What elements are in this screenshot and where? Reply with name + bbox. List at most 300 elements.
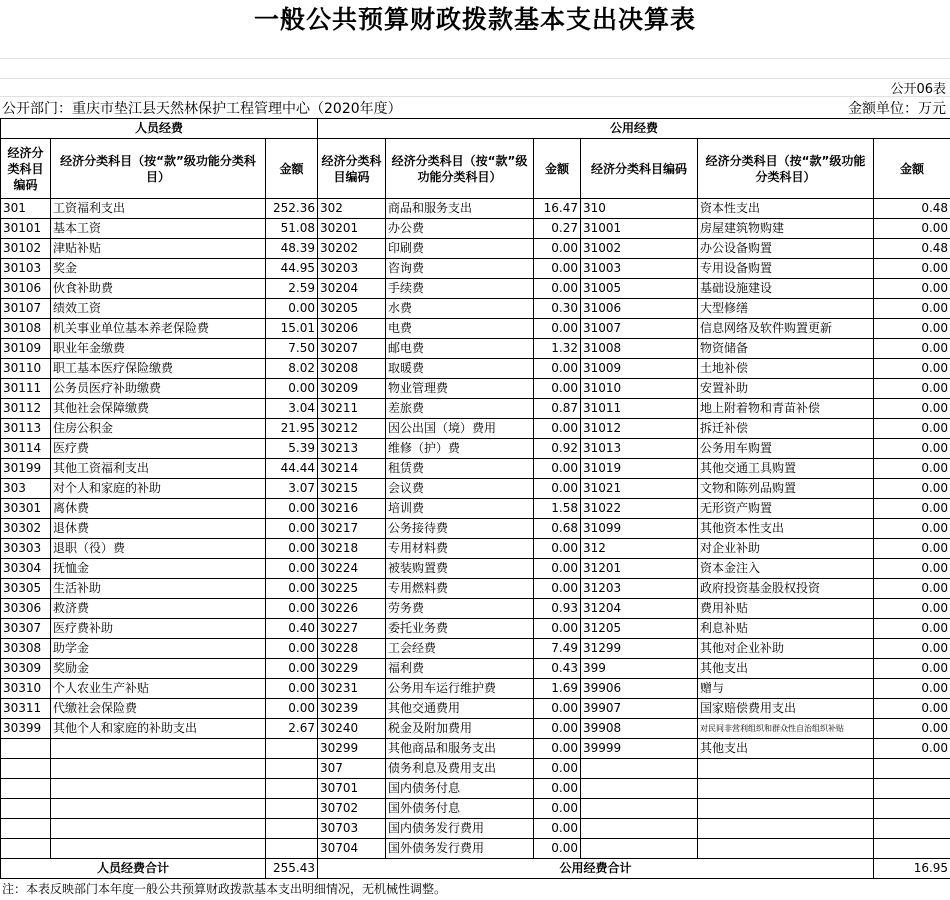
code-cell: 30239 bbox=[318, 699, 386, 719]
column-header-row bbox=[1, 139, 950, 199]
code-cell: 30702 bbox=[318, 799, 386, 819]
subject-cell bbox=[698, 759, 874, 779]
subject-cell: 医疗费补助 bbox=[51, 619, 266, 639]
code-cell: 31002 bbox=[581, 239, 698, 259]
amount-cell: 0.00 bbox=[534, 319, 581, 339]
amount-cell: 0.48 bbox=[874, 239, 950, 259]
code-cell: 31299 bbox=[581, 639, 698, 659]
table-row bbox=[1, 359, 950, 379]
amount-cell: 0.00 bbox=[266, 379, 318, 399]
public-total-amount: 16.95 bbox=[874, 859, 950, 879]
subject-cell: 工会经费 bbox=[386, 639, 534, 659]
subject-cell: 住房公积金 bbox=[51, 419, 266, 439]
code-cell: 30227 bbox=[318, 619, 386, 639]
amount-cell bbox=[874, 759, 950, 779]
amount-cell: 0.00 bbox=[534, 739, 581, 759]
table-row bbox=[1, 219, 950, 239]
subject-cell: 信息网络及软件购置更新 bbox=[698, 319, 874, 339]
table-row bbox=[1, 739, 950, 759]
amount-cell: 252.36 bbox=[266, 199, 318, 219]
subject-cell: 税金及附加费用 bbox=[386, 719, 534, 739]
subject-cell: 其他商品和服务支出 bbox=[386, 739, 534, 759]
amount-cell: 0.00 bbox=[534, 419, 581, 439]
amount-cell bbox=[266, 759, 318, 779]
amount-cell: 0.00 bbox=[874, 559, 950, 579]
code-cell bbox=[1, 779, 51, 799]
code-cell: 30216 bbox=[318, 499, 386, 519]
code-cell: 31013 bbox=[581, 439, 698, 459]
amount-cell: 0.00 bbox=[874, 599, 950, 619]
table-row bbox=[1, 719, 950, 739]
amount-cell: 0.00 bbox=[874, 359, 950, 379]
code-cell: 30114 bbox=[1, 439, 51, 459]
amount-cell: 0.00 bbox=[534, 279, 581, 299]
subject-cell: 电费 bbox=[386, 319, 534, 339]
header-amount: 金额 bbox=[266, 139, 318, 199]
amount-cell: 0.00 bbox=[534, 819, 581, 839]
table-row bbox=[1, 519, 950, 539]
amount-cell: 0.00 bbox=[266, 679, 318, 699]
amount-cell: 0.00 bbox=[266, 639, 318, 659]
subject-cell: 伙食补助费 bbox=[51, 279, 266, 299]
code-cell: 31005 bbox=[581, 279, 698, 299]
subject-cell bbox=[51, 779, 266, 799]
code-cell: 30203 bbox=[318, 259, 386, 279]
subject-cell: 会议费 bbox=[386, 479, 534, 499]
subject-cell: 物业管理费 bbox=[386, 379, 534, 399]
table-row bbox=[1, 199, 950, 219]
code-cell: 31006 bbox=[581, 299, 698, 319]
personnel-total-label: 人员经费合计 bbox=[1, 859, 266, 879]
code-cell bbox=[581, 799, 698, 819]
amount-cell: 0.00 bbox=[874, 399, 950, 419]
subject-cell: 机关事业单位基本养老保险费 bbox=[51, 319, 266, 339]
code-cell: 31021 bbox=[581, 479, 698, 499]
amount-cell: 1.69 bbox=[534, 679, 581, 699]
subject-cell bbox=[698, 799, 874, 819]
subject-cell: 对民间非营利组织和群众性自治组织补贴 bbox=[698, 719, 874, 739]
code-cell: 30701 bbox=[318, 779, 386, 799]
subject-cell: 奖金 bbox=[51, 259, 266, 279]
amount-cell: 0.00 bbox=[874, 539, 950, 559]
subject-cell: 公务接待费 bbox=[386, 519, 534, 539]
code-cell: 30113 bbox=[1, 419, 51, 439]
subject-cell: 基础设施建设 bbox=[698, 279, 874, 299]
amount-cell: 0.00 bbox=[534, 699, 581, 719]
amount-cell bbox=[266, 839, 318, 859]
subject-cell: 赠与 bbox=[698, 679, 874, 699]
subject-cell: 利息补贴 bbox=[698, 619, 874, 639]
subject-cell: 大型修缮 bbox=[698, 299, 874, 319]
amount-cell: 0.00 bbox=[874, 439, 950, 459]
amount-cell: 3.07 bbox=[266, 479, 318, 499]
amount-cell: 0.00 bbox=[266, 699, 318, 719]
subject-cell: 对企业补助 bbox=[698, 539, 874, 559]
table-row bbox=[1, 499, 950, 519]
subject-cell: 租赁费 bbox=[386, 459, 534, 479]
code-cell: 30213 bbox=[318, 439, 386, 459]
footnote: 注：本表反映部门本年度一般公共预算财政拨款基本支出明细情况，无机械性调整。 bbox=[2, 882, 447, 896]
code-cell: 30106 bbox=[1, 279, 51, 299]
subject-cell: 被装购置费 bbox=[386, 559, 534, 579]
amount-cell: 0.30 bbox=[534, 299, 581, 319]
code-cell: 31011 bbox=[581, 399, 698, 419]
subject-cell: 公务员医疗补助缴费 bbox=[51, 379, 266, 399]
code-cell bbox=[1, 739, 51, 759]
table-row bbox=[1, 679, 950, 699]
code-cell: 30102 bbox=[1, 239, 51, 259]
code-cell: 30240 bbox=[318, 719, 386, 739]
code-cell bbox=[1, 839, 51, 859]
table-row bbox=[1, 639, 950, 659]
code-cell: 31007 bbox=[581, 319, 698, 339]
subject-cell: 水费 bbox=[386, 299, 534, 319]
subject-cell: 印刷费 bbox=[386, 239, 534, 259]
amount-cell: 0.00 bbox=[874, 339, 950, 359]
amount-cell: 0.00 bbox=[266, 519, 318, 539]
code-cell: 31204 bbox=[581, 599, 698, 619]
amount-cell bbox=[874, 819, 950, 839]
amount-cell bbox=[266, 799, 318, 819]
header-subject: 经济分类科目（按“款”级功能分类科目） bbox=[386, 139, 534, 199]
amount-cell bbox=[266, 819, 318, 839]
amount-cell: 3.04 bbox=[266, 399, 318, 419]
subject-cell: 离休费 bbox=[51, 499, 266, 519]
group-personnel: 人员经费 bbox=[1, 119, 318, 139]
code-cell: 30211 bbox=[318, 399, 386, 419]
amount-cell: 44.95 bbox=[266, 259, 318, 279]
code-cell: 30306 bbox=[1, 599, 51, 619]
table-row bbox=[1, 559, 950, 579]
code-cell bbox=[1, 759, 51, 779]
amount-cell: 0.00 bbox=[874, 279, 950, 299]
table-row bbox=[1, 779, 950, 799]
amount-cell: 0.00 bbox=[534, 719, 581, 739]
code-cell: 31099 bbox=[581, 519, 698, 539]
subject-cell: 费用补贴 bbox=[698, 599, 874, 619]
code-cell: 31003 bbox=[581, 259, 698, 279]
code-cell: 30108 bbox=[1, 319, 51, 339]
subject-cell: 地上附着物和青苗补偿 bbox=[698, 399, 874, 419]
table-row bbox=[1, 339, 950, 359]
subject-cell: 土地补偿 bbox=[698, 359, 874, 379]
table-row bbox=[1, 599, 950, 619]
subject-cell: 职工基本医疗保险缴费 bbox=[51, 359, 266, 379]
amount-cell: 15.01 bbox=[266, 319, 318, 339]
code-cell: 30207 bbox=[318, 339, 386, 359]
public-total-label: 公用经费合计 bbox=[318, 859, 874, 879]
amount-cell: 0.00 bbox=[874, 299, 950, 319]
amount-cell: 0.00 bbox=[266, 579, 318, 599]
amount-cell: 0.00 bbox=[534, 479, 581, 499]
code-cell: 30399 bbox=[1, 719, 51, 739]
subject-cell: 劳务费 bbox=[386, 599, 534, 619]
subject-cell: 专用设备购置 bbox=[698, 259, 874, 279]
subject-cell: 其他资本性支出 bbox=[698, 519, 874, 539]
subject-cell bbox=[51, 739, 266, 759]
amount-cell: 5.39 bbox=[266, 439, 318, 459]
code-cell: 30309 bbox=[1, 659, 51, 679]
subject-cell: 基本工资 bbox=[51, 219, 266, 239]
amount-cell: 0.00 bbox=[266, 659, 318, 679]
subject-cell: 房屋建筑物购建 bbox=[698, 219, 874, 239]
subject-cell: 政府投资基金股权投资 bbox=[698, 579, 874, 599]
amount-cell: 0.00 bbox=[874, 739, 950, 759]
subject-cell: 培训费 bbox=[386, 499, 534, 519]
amount-cell: 0.00 bbox=[534, 259, 581, 279]
group-header-row bbox=[1, 119, 950, 139]
code-cell: 30202 bbox=[318, 239, 386, 259]
amount-cell: 0.00 bbox=[266, 599, 318, 619]
table-row bbox=[1, 319, 950, 339]
code-cell: 30208 bbox=[318, 359, 386, 379]
amount-cell bbox=[874, 799, 950, 819]
subject-cell: 退职（役）费 bbox=[51, 539, 266, 559]
table-row bbox=[1, 539, 950, 559]
group-public: 公用经费 bbox=[318, 119, 950, 139]
header-amount: 金额 bbox=[534, 139, 581, 199]
amount-cell: 0.00 bbox=[874, 719, 950, 739]
code-cell: 30229 bbox=[318, 659, 386, 679]
code-cell: 30704 bbox=[318, 839, 386, 859]
amount-cell: 0.00 bbox=[534, 579, 581, 599]
amount-cell: 0.00 bbox=[874, 459, 950, 479]
table-body bbox=[1, 199, 950, 859]
amount-cell: 16.47 bbox=[534, 199, 581, 219]
department-label: 公开部门：重庆市垫江县天然林保护工程管理中心（2020年度） bbox=[2, 101, 402, 117]
amount-cell: 7.49 bbox=[534, 639, 581, 659]
code-cell: 30310 bbox=[1, 679, 51, 699]
code-cell: 30212 bbox=[318, 419, 386, 439]
subject-cell: 无形资产购置 bbox=[698, 499, 874, 519]
blank-grid-rows bbox=[0, 40, 950, 97]
subject-cell: 退休费 bbox=[51, 519, 266, 539]
table-row bbox=[1, 439, 950, 459]
header-subject: 经济分类科目（按“款”级功能分类科目） bbox=[51, 139, 266, 199]
table-row bbox=[1, 239, 950, 259]
amount-cell: 0.00 bbox=[874, 259, 950, 279]
subject-cell: 因公出国（境）费用 bbox=[386, 419, 534, 439]
subject-cell bbox=[698, 779, 874, 799]
amount-cell: 0.43 bbox=[534, 659, 581, 679]
amount-cell: 0.48 bbox=[874, 199, 950, 219]
code-cell: 30110 bbox=[1, 359, 51, 379]
code-cell bbox=[581, 839, 698, 859]
subject-cell: 其他支出 bbox=[698, 659, 874, 679]
subject-cell: 邮电费 bbox=[386, 339, 534, 359]
code-cell: 31009 bbox=[581, 359, 698, 379]
amount-cell: 1.58 bbox=[534, 499, 581, 519]
subject-cell: 个人农业生产补贴 bbox=[51, 679, 266, 699]
amount-cell: 0.00 bbox=[874, 319, 950, 339]
subject-cell: 专用燃料费 bbox=[386, 579, 534, 599]
amount-cell: 48.39 bbox=[266, 239, 318, 259]
amount-cell: 44.44 bbox=[266, 459, 318, 479]
table-row bbox=[1, 299, 950, 319]
code-cell: 31012 bbox=[581, 419, 698, 439]
subject-cell: 助学金 bbox=[51, 639, 266, 659]
code-cell bbox=[581, 779, 698, 799]
subject-cell: 国内债务发行费用 bbox=[386, 819, 534, 839]
subject-cell: 其他社会保障缴费 bbox=[51, 399, 266, 419]
table-row bbox=[1, 379, 950, 399]
subject-cell: 安置补助 bbox=[698, 379, 874, 399]
amount-cell: 0.00 bbox=[266, 539, 318, 559]
amount-cell: 0.00 bbox=[874, 499, 950, 519]
code-cell: 30209 bbox=[318, 379, 386, 399]
amount-cell: 0.00 bbox=[266, 559, 318, 579]
table-row bbox=[1, 479, 950, 499]
amount-cell: 0.00 bbox=[874, 679, 950, 699]
subject-cell: 国内债务付息 bbox=[386, 779, 534, 799]
subject-cell: 办公设备购置 bbox=[698, 239, 874, 259]
subject-cell: 维修（护）费 bbox=[386, 439, 534, 459]
code-cell: 30305 bbox=[1, 579, 51, 599]
code-cell: 30112 bbox=[1, 399, 51, 419]
amount-cell: 0.00 bbox=[874, 479, 950, 499]
code-cell: 30301 bbox=[1, 499, 51, 519]
amount-cell: 51.08 bbox=[266, 219, 318, 239]
code-cell: 312 bbox=[581, 539, 698, 559]
subject-cell: 代缴社会保险费 bbox=[51, 699, 266, 719]
subject-cell: 抚恤金 bbox=[51, 559, 266, 579]
subject-cell: 其他交通费用 bbox=[386, 699, 534, 719]
amount-cell: 8.02 bbox=[266, 359, 318, 379]
code-cell: 30215 bbox=[318, 479, 386, 499]
amount-cell bbox=[874, 779, 950, 799]
code-cell: 303 bbox=[1, 479, 51, 499]
table-row bbox=[1, 799, 950, 819]
subject-cell: 国家赔偿费用支出 bbox=[698, 699, 874, 719]
amount-cell: 0.68 bbox=[534, 519, 581, 539]
table-row bbox=[1, 619, 950, 639]
amount-cell: 0.40 bbox=[266, 619, 318, 639]
amount-cell bbox=[266, 739, 318, 759]
code-cell: 30103 bbox=[1, 259, 51, 279]
header-code-long: 经济分类科目编码 bbox=[581, 139, 698, 199]
code-cell: 310 bbox=[581, 199, 698, 219]
code-cell: 39906 bbox=[581, 679, 698, 699]
amount-cell: 0.00 bbox=[534, 779, 581, 799]
code-cell: 30101 bbox=[1, 219, 51, 239]
subject-cell bbox=[51, 839, 266, 859]
code-cell bbox=[1, 799, 51, 819]
table-row bbox=[1, 659, 950, 679]
amount-cell: 0.00 bbox=[534, 539, 581, 559]
amount-cell: 0.27 bbox=[534, 219, 581, 239]
amount-cell: 7.50 bbox=[266, 339, 318, 359]
subject-cell: 资本性支出 bbox=[698, 199, 874, 219]
amount-cell: 0.00 bbox=[874, 519, 950, 539]
table-row bbox=[1, 459, 950, 479]
code-cell: 31022 bbox=[581, 499, 698, 519]
amount-cell bbox=[266, 779, 318, 799]
code-cell: 31019 bbox=[581, 459, 698, 479]
amount-cell: 0.00 bbox=[874, 699, 950, 719]
subject-cell: 债务利息及费用支出 bbox=[386, 759, 534, 779]
code-cell: 307 bbox=[318, 759, 386, 779]
subject-cell: 手续费 bbox=[386, 279, 534, 299]
code-cell: 30201 bbox=[318, 219, 386, 239]
subject-cell: 其他支出 bbox=[698, 739, 874, 759]
code-cell: 30228 bbox=[318, 639, 386, 659]
code-cell: 30205 bbox=[318, 299, 386, 319]
amount-cell: 0.00 bbox=[534, 619, 581, 639]
code-cell: 30204 bbox=[318, 279, 386, 299]
code-cell: 30299 bbox=[318, 739, 386, 759]
table-row bbox=[1, 419, 950, 439]
subject-cell bbox=[51, 799, 266, 819]
table-row bbox=[1, 759, 950, 779]
code-cell bbox=[1, 819, 51, 839]
amount-cell: 0.00 bbox=[266, 499, 318, 519]
subject-cell: 物资储备 bbox=[698, 339, 874, 359]
code-cell: 30214 bbox=[318, 459, 386, 479]
code-cell: 30226 bbox=[318, 599, 386, 619]
subject-cell: 办公费 bbox=[386, 219, 534, 239]
amount-cell: 0.00 bbox=[874, 659, 950, 679]
amount-cell: 0.87 bbox=[534, 399, 581, 419]
table-row bbox=[1, 839, 950, 859]
subject-cell: 取暖费 bbox=[386, 359, 534, 379]
amount-cell: 0.00 bbox=[874, 219, 950, 239]
amount-cell: 0.00 bbox=[266, 299, 318, 319]
header-subject-long: 经济分类科目（按“款”级功能分类科目） bbox=[698, 139, 874, 199]
subject-cell: 对个人和家庭的补助 bbox=[51, 479, 266, 499]
amount-cell: 0.00 bbox=[534, 459, 581, 479]
amount-cell: 0.00 bbox=[874, 419, 950, 439]
amount-cell: 0.92 bbox=[534, 439, 581, 459]
amount-cell: 0.00 bbox=[534, 379, 581, 399]
subject-cell bbox=[698, 819, 874, 839]
subject-cell: 公务用车购置 bbox=[698, 439, 874, 459]
subject-cell: 其他交通工具购置 bbox=[698, 459, 874, 479]
code-cell: 31008 bbox=[581, 339, 698, 359]
amount-cell: 1.32 bbox=[534, 339, 581, 359]
amount-cell: 0.00 bbox=[874, 639, 950, 659]
subject-cell: 委托业务费 bbox=[386, 619, 534, 639]
code-cell: 30224 bbox=[318, 559, 386, 579]
amount-cell: 0.00 bbox=[874, 579, 950, 599]
subject-cell: 咨询费 bbox=[386, 259, 534, 279]
amount-cell bbox=[874, 839, 950, 859]
subject-cell: 生活补助 bbox=[51, 579, 266, 599]
code-cell: 30311 bbox=[1, 699, 51, 719]
amount-cell: 0.00 bbox=[874, 379, 950, 399]
code-cell: 39907 bbox=[581, 699, 698, 719]
subject-cell bbox=[698, 839, 874, 859]
subject-cell: 救济费 bbox=[51, 599, 266, 619]
subject-cell: 公务用车运行维护费 bbox=[386, 679, 534, 699]
code-cell: 31010 bbox=[581, 379, 698, 399]
code-cell: 30218 bbox=[318, 539, 386, 559]
subject-cell: 差旅费 bbox=[386, 399, 534, 419]
subject-cell: 资本金注入 bbox=[698, 559, 874, 579]
subject-cell: 文物和陈列品购置 bbox=[698, 479, 874, 499]
table-code: 公开06表 bbox=[890, 82, 946, 97]
amount-cell: 0.00 bbox=[534, 759, 581, 779]
code-cell: 30111 bbox=[1, 379, 51, 399]
subject-cell: 绩效工资 bbox=[51, 299, 266, 319]
subject-cell: 津贴补贴 bbox=[51, 239, 266, 259]
code-cell: 30304 bbox=[1, 559, 51, 579]
code-cell: 39999 bbox=[581, 739, 698, 759]
code-cell: 31205 bbox=[581, 619, 698, 639]
code-cell bbox=[581, 759, 698, 779]
table-row bbox=[1, 579, 950, 599]
code-cell: 30303 bbox=[1, 539, 51, 559]
amount-cell: 0.93 bbox=[534, 599, 581, 619]
